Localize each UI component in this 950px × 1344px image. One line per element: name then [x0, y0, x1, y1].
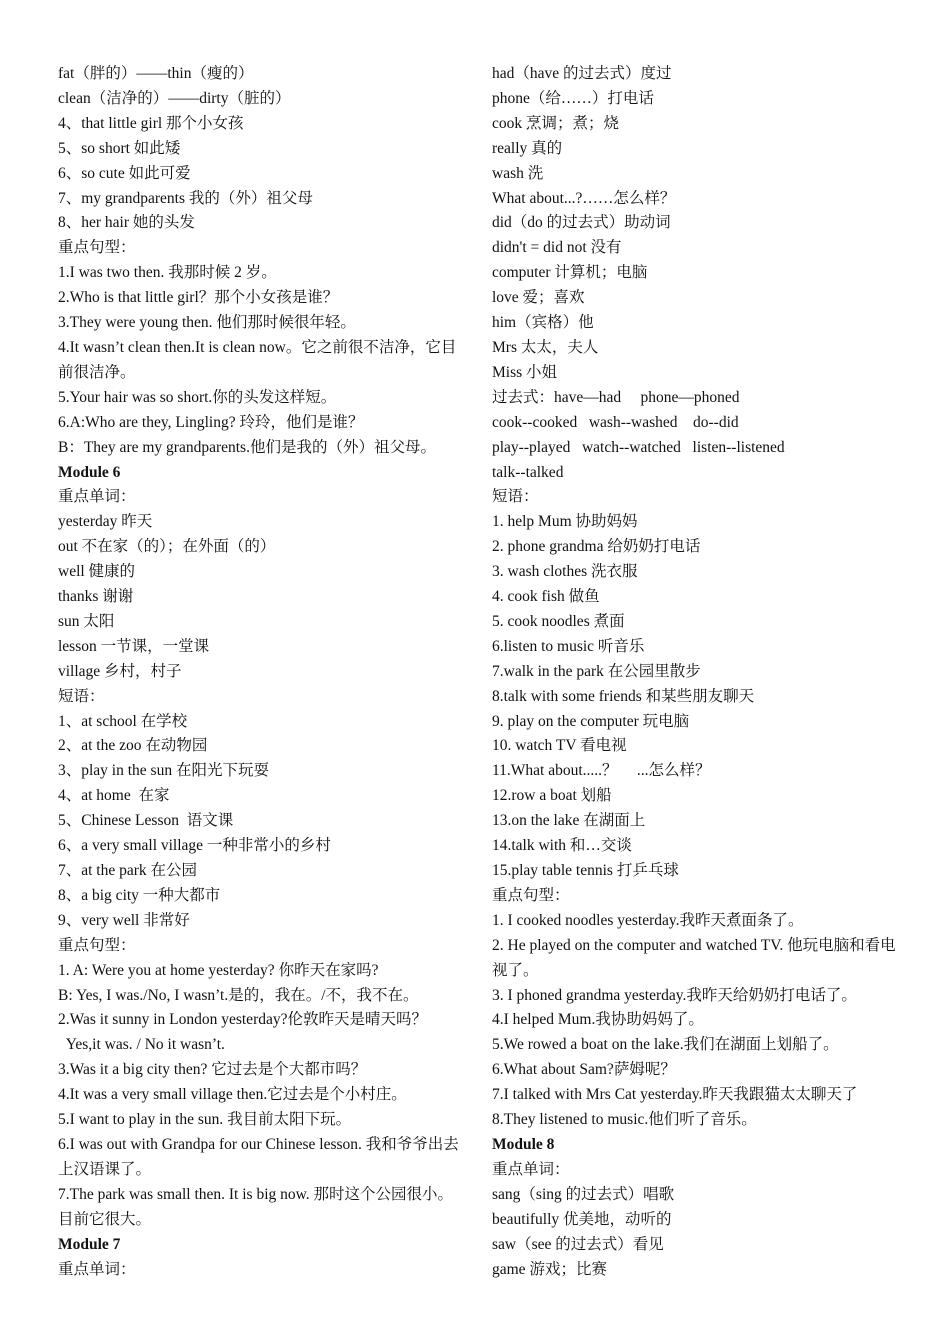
text-line: 8.talk with some friends 和某些朋友聊天	[492, 687, 755, 705]
text-line: saw（see 的过去式）看见	[492, 1235, 664, 1253]
text-line: lesson 一节课，一堂课	[58, 637, 210, 655]
text-line: cook--cooked wash--washed do--did	[492, 413, 739, 431]
text-line: thanks 谢谢	[58, 588, 134, 606]
text-line: 7、my grandparents 我的（外）祖父母	[58, 189, 313, 207]
text-line: 4. cook fish 做鱼	[492, 588, 600, 606]
text-line: 13.on the lake 在湖面上	[492, 812, 646, 830]
text-line: fat（胖的）——thin（瘦的）	[58, 65, 254, 82]
text-line: 8、a big city 一种大都市	[58, 886, 221, 904]
text-line: 4.It wasn’t clean then.It is clean now。它之前很不洁净，它目前很洁净。	[58, 338, 457, 381]
text-line: 1. help Mum 协助妈妈	[492, 513, 638, 531]
text-line: 4、at home 在家	[58, 787, 170, 805]
text-line: beautifully 优美地，动听的	[492, 1210, 672, 1228]
text-line: 重点句型：	[58, 239, 136, 257]
text-line: 6、a very small village 一种非常小的乡村	[58, 837, 331, 855]
text-line: 过去式：have—had phone—phoned	[492, 388, 740, 406]
right-column	[492, 62, 902, 1282]
text-line: 2. phone grandma 给奶奶打电话	[492, 538, 701, 556]
text-line: 2、at the zoo 在动物园	[58, 737, 208, 755]
text-line: 2.Was it sunny in London yesterday?伦敦昨天是晴天吗？	[58, 1011, 427, 1029]
text-line: did（do 的过去式）助动词	[492, 214, 671, 232]
text-line: computer 计算机；电脑	[492, 264, 648, 282]
text-line: love 爱；喜欢	[492, 289, 585, 307]
text-line: 12.row a boat 划船	[492, 787, 612, 805]
text-line: Mrs 太太，夫人	[492, 338, 599, 356]
text-line: cook 烹调；煮；烧	[492, 114, 620, 132]
text-line: 6、so cute 如此可爱	[58, 164, 191, 182]
text-line: talk--talked	[492, 463, 564, 481]
text-line: yesterday 昨天	[58, 513, 153, 531]
text-line: really 真的	[492, 139, 563, 157]
text-line: 1、at school 在学校	[58, 712, 188, 730]
text-line: 重点句型：	[58, 936, 136, 954]
text-line: 重点句型：	[492, 886, 570, 904]
text-line: 5、Chinese Lesson 语文课	[58, 812, 234, 830]
text-line: 9、very well 非常好	[58, 911, 190, 929]
text-line: 7.The park was small then. It is big now. 那时这个公园很小。目前它很大。	[58, 1185, 454, 1228]
text-line: play--played watch--watched listen--listened	[492, 438, 785, 456]
text-line: 5.I want to play in the sun. 我目前太阳下玩。	[58, 1111, 352, 1129]
text-line: game 游戏；比赛	[492, 1260, 607, 1278]
text-line: didn't = did not 没有	[492, 239, 622, 257]
text-line: 3. I phoned grandma yesterday.我昨天给奶奶打电话了。	[492, 986, 857, 1004]
text-line: Miss 小姐	[492, 363, 558, 381]
text-line: sang（sing 的过去式）唱歌	[492, 1185, 675, 1203]
text-line: 3.Was it a big city then? 它过去是个大都市吗？	[58, 1061, 367, 1079]
text-line: 7、at the park 在公园	[58, 862, 198, 879]
text-line: 3.They were young then. 他们那时候很年轻。	[58, 314, 356, 332]
text-line: 5.We rowed a boat on the lake.我们在湖面上划船了。	[492, 1036, 839, 1054]
text-line: 6.A:Who are they, Lingling? 玲玲，他们是谁？	[58, 413, 364, 431]
text-line: well 健康的	[58, 563, 136, 581]
text-line: 5.Your hair was so short.你的头发这样短。	[58, 388, 337, 406]
text-line: 5、so short 如此矮	[58, 139, 181, 157]
text-line: phone（给……）打电话	[492, 89, 654, 107]
text-line: 重点单词：	[492, 1160, 570, 1178]
text-line: village 乡村，村子	[58, 662, 182, 680]
text-line: 11.What about.....？ ...怎么样？	[492, 762, 711, 780]
text-line: sun 太阳	[58, 612, 115, 630]
text-line: 3. wash clothes 洗衣服	[492, 563, 638, 581]
section-heading: Module 6	[58, 463, 121, 481]
text-line: out 不在家（的）；在外面（的）	[58, 538, 276, 556]
text-line: 15.play table tennis 打乒乓球	[492, 862, 679, 879]
text-line: 10. watch TV 看电视	[492, 737, 627, 755]
text-line: B：They are my grandparents.他们是我的（外）祖父母。	[58, 438, 436, 456]
text-line: 6.I was out with Grandpa for our Chinese lesson. 我和爷爷出去上汉语课了。	[58, 1135, 459, 1178]
text-line: 7.I talked with Mrs Cat yesterday.昨天我跟猫太太聊天了	[492, 1086, 858, 1104]
text-line: him（宾格）他	[492, 314, 594, 332]
text-line: 4、that little girl 那个小女孩	[58, 114, 244, 132]
text-line: 2.Who is that little girl？那个小女孩是谁？	[58, 289, 339, 307]
text-line: 1.I was two then. 我那时候 2 岁。	[58, 264, 277, 282]
text-line: 2. He played on the computer and watched TV. 他玩电脑和看电视了。	[492, 936, 896, 979]
text-line: 1. A: Were you at home yesterday? 你昨天在家吗?	[58, 961, 379, 979]
section-heading: Module 7	[58, 1235, 121, 1253]
text-line: 8、her hair 她的头发	[58, 214, 195, 232]
text-line: 重点单词：	[58, 1260, 136, 1278]
text-line: What about...?……怎么样？	[492, 189, 676, 207]
text-line: Yes,it was. / No it wasn’t.	[58, 1036, 225, 1054]
text-line: 1. I cooked noodles yesterday.我昨天煮面条了。	[492, 911, 804, 929]
text-line: had（have 的过去式）度过	[492, 65, 672, 82]
text-line: B: Yes, I was./No, I wasn’t.是的，我在。/不，我不在。	[58, 986, 419, 1004]
text-line: 重点单词：	[58, 488, 136, 506]
text-line: wash 洗	[492, 164, 544, 182]
text-line: 9. play on the computer 玩电脑	[492, 712, 690, 730]
text-line: 4.It was a very small village then.它过去是个小村庄。	[58, 1086, 407, 1104]
text-line: 14.talk with 和…交谈	[492, 837, 632, 855]
text-line: 短语：	[58, 687, 105, 705]
text-line: 7.walk in the park 在公园里散步	[492, 662, 701, 680]
text-line: 6.What about Sam?萨姆呢？	[492, 1061, 676, 1079]
text-line: 5. cook noodles 煮面	[492, 612, 625, 630]
text-line: 3、play in the sun 在阳光下玩耍	[58, 762, 269, 780]
text-line: 6.listen to music 听音乐	[492, 637, 645, 655]
text-line: 4.I helped Mum.我协助妈妈了。	[492, 1011, 704, 1029]
section-heading: Module 8	[492, 1135, 555, 1153]
text-line: clean（洁净的）——dirty（脏的）	[58, 89, 291, 107]
text-line: 短语：	[492, 488, 539, 506]
left-column	[58, 62, 468, 1282]
text-line: 8.They listened to music.他们听了音乐。	[492, 1111, 757, 1129]
